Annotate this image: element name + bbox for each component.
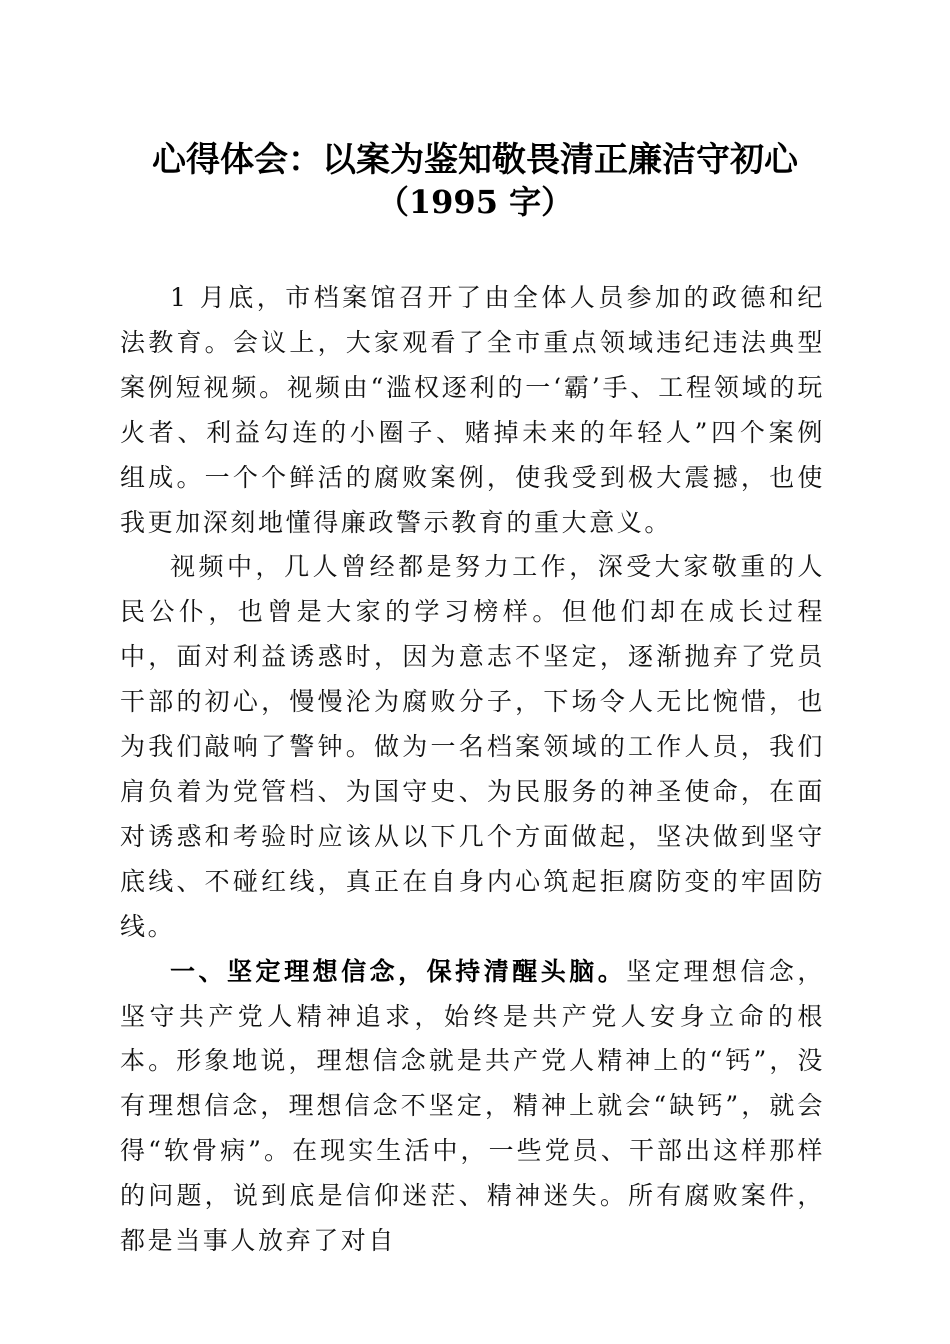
paragraph-text: 视频中，几人曾经都是努力工作，深受大家敬重的人民公仆，也曾是大家的学习榜样。但他们却在成长过程中，面对利益诱惑时，因为意志不坚定，逐渐抛弃了党员干部的初心，慢慢沦为腐败分子，下场令人无比惋惜，也为我们敲响了警钟。做为一名档案领域的工作人员，我们肩负着为党管档、为国守史、为民服务的神圣使命，在面对诱惑和考验时应该从以下几个方面做起，坚决做到坚守底线、不碰红线，真正在自身内心筑起拒腐防变的牢固防线。	[120, 552, 825, 941]
paragraph-1	[120, 276, 825, 545]
section-heading: 一、坚定理想信念，保持清醒头脑。	[170, 956, 627, 986]
document-title: 心得体会：以案为鉴知敬畏清正廉洁守初心	[152, 140, 798, 180]
paragraph-text: 1 月底，市档案馆召开了由全体人员参加的政德和纪法教育。会议上，大家观看了全市重点领域违纪违法典型案例短视频。视频由“滥权逐利的一‘霸’手、工程领域的玩火者、利益勾连的小圈子、赌掉未来的年轻人”四个案例组成。一个个鲜活的腐败案例，使我受到极大震撼，也使我更加深刻地懂得廉政警示教育的重大意义。	[120, 283, 825, 537]
document-body	[120, 276, 825, 1264]
document-word-count: （1995 字）	[376, 183, 574, 221]
paragraph-3	[120, 950, 825, 1264]
paragraph-2	[120, 545, 825, 949]
paragraph-text: 坚定理想信念，坚守共产党人精神追求，始终是共产党人安身立命的根本。形象地说，理想信念就是共产党人精神上的“钙”，没有理想信念，理想信念不坚定，精神上就会“缺钙”，就会得“软骨病”。在现实生活中，一些党员、干部出这样那样的问题，说到底是信仰迷茫、精神迷失。所有腐败案件，都是当事人放弃了对自	[120, 956, 826, 1256]
